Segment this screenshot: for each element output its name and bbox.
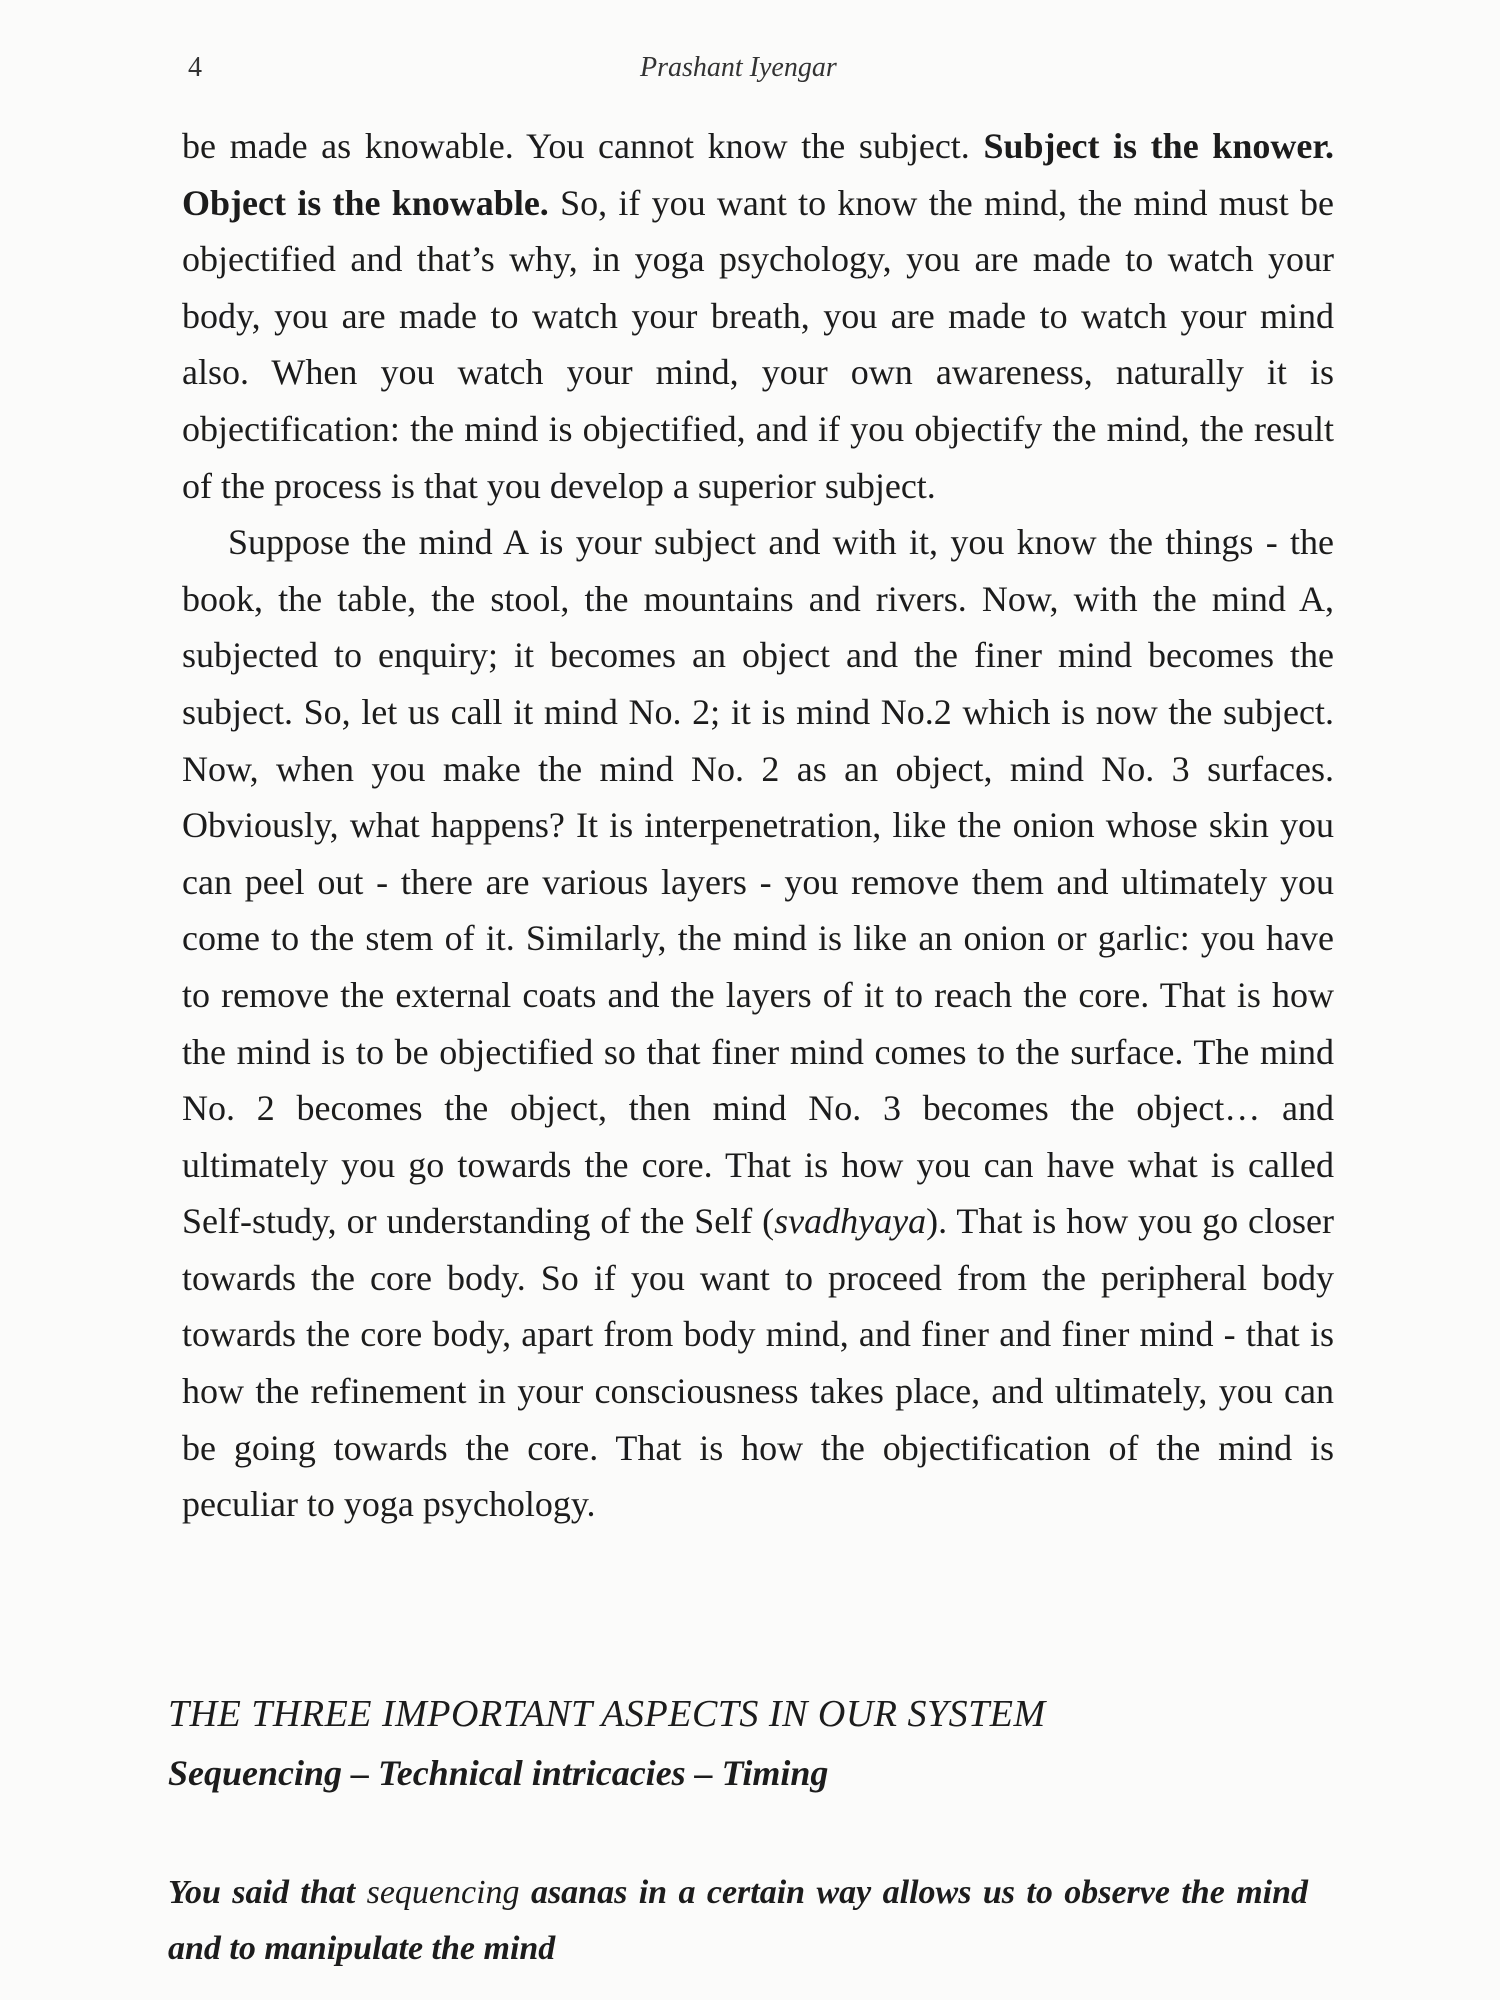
paragraph-1-text-a: be made as knowable. You cannot know the subject.	[182, 126, 984, 166]
page-number: 4	[188, 52, 202, 83]
paragraph-1	[182, 118, 1334, 514]
section-subheading: Sequencing – Technical intricacies – Timing	[168, 1753, 829, 1793]
question-part-2: sequencing	[366, 1874, 520, 1911]
paragraph-2-text-a: Suppose the mind A is your subject and with it, you know the things - the book, the table, the stool, the mountains and rivers. Now, with the mind A, subjected to enquiry; it becomes an object and the finer mind becomes the subject. So, let us call it mind No. 2; it is mind No.2 which is now the subject. Now, when you make the mind No. 2 as an object, mind No. 3 surfaces. Obviously, what happens? It is interpenetration, like the onion whose skin you can peel out - there are various layers - you remove them and ultimately you come to the stem of it. Similarly, the mind is like an onion or garlic: you have to remove the external coats and the layers of it to reach the core. That is how the mind is to be objectified so that finer mind comes to the surface. The mind No. 2 becomes the object, then mind No. 3 becomes the object… and ultimately you go towards the core. That is how you can have what is called Self-study, or understanding of the Self (	[182, 522, 1334, 1242]
running-head: Prashant Iyengar	[640, 52, 837, 83]
interview-question	[168, 1865, 1308, 1977]
paragraph-1-bold: Subject is the knower. Object is the knowable.	[182, 126, 1334, 223]
question-part-3: asanas in a certain way allows us to observe the mind and to manipulate the mind	[168, 1874, 1309, 1967]
paragraph-1-text-b: So, if you want to know the mind, the mind must be objectified and that’s why, in yoga psychology, you are made to watch your body, you are made to watch your breath, you are made to watch your mind also. When you watch your mind, your own awareness, naturally it is objectification: the mind is objectified, and if you objectify the mind, the result of the process is that you develop a superior subject.	[182, 182, 1335, 506]
question-part-1: You said that	[168, 1874, 367, 1911]
section-heading: THE THREE IMPORTANT ASPECTS IN OUR SYSTEM	[168, 1693, 1046, 1735]
paragraph-2-text-b: ). That is how you go closer towards the core body. So if you want to proceed from the peripheral body towards the core body, apart from body mind, and finer and finer mind - that is how the refinement in your consciousness takes place, and ultimately, you can be going towards the core. That is how the objectification of the mind is peculiar to yoga psychology.	[182, 1201, 1334, 1525]
paragraph-2	[182, 514, 1334, 1533]
body-text	[182, 118, 1334, 1533]
paragraph-2-italic: svadhyaya	[774, 1201, 927, 1242]
